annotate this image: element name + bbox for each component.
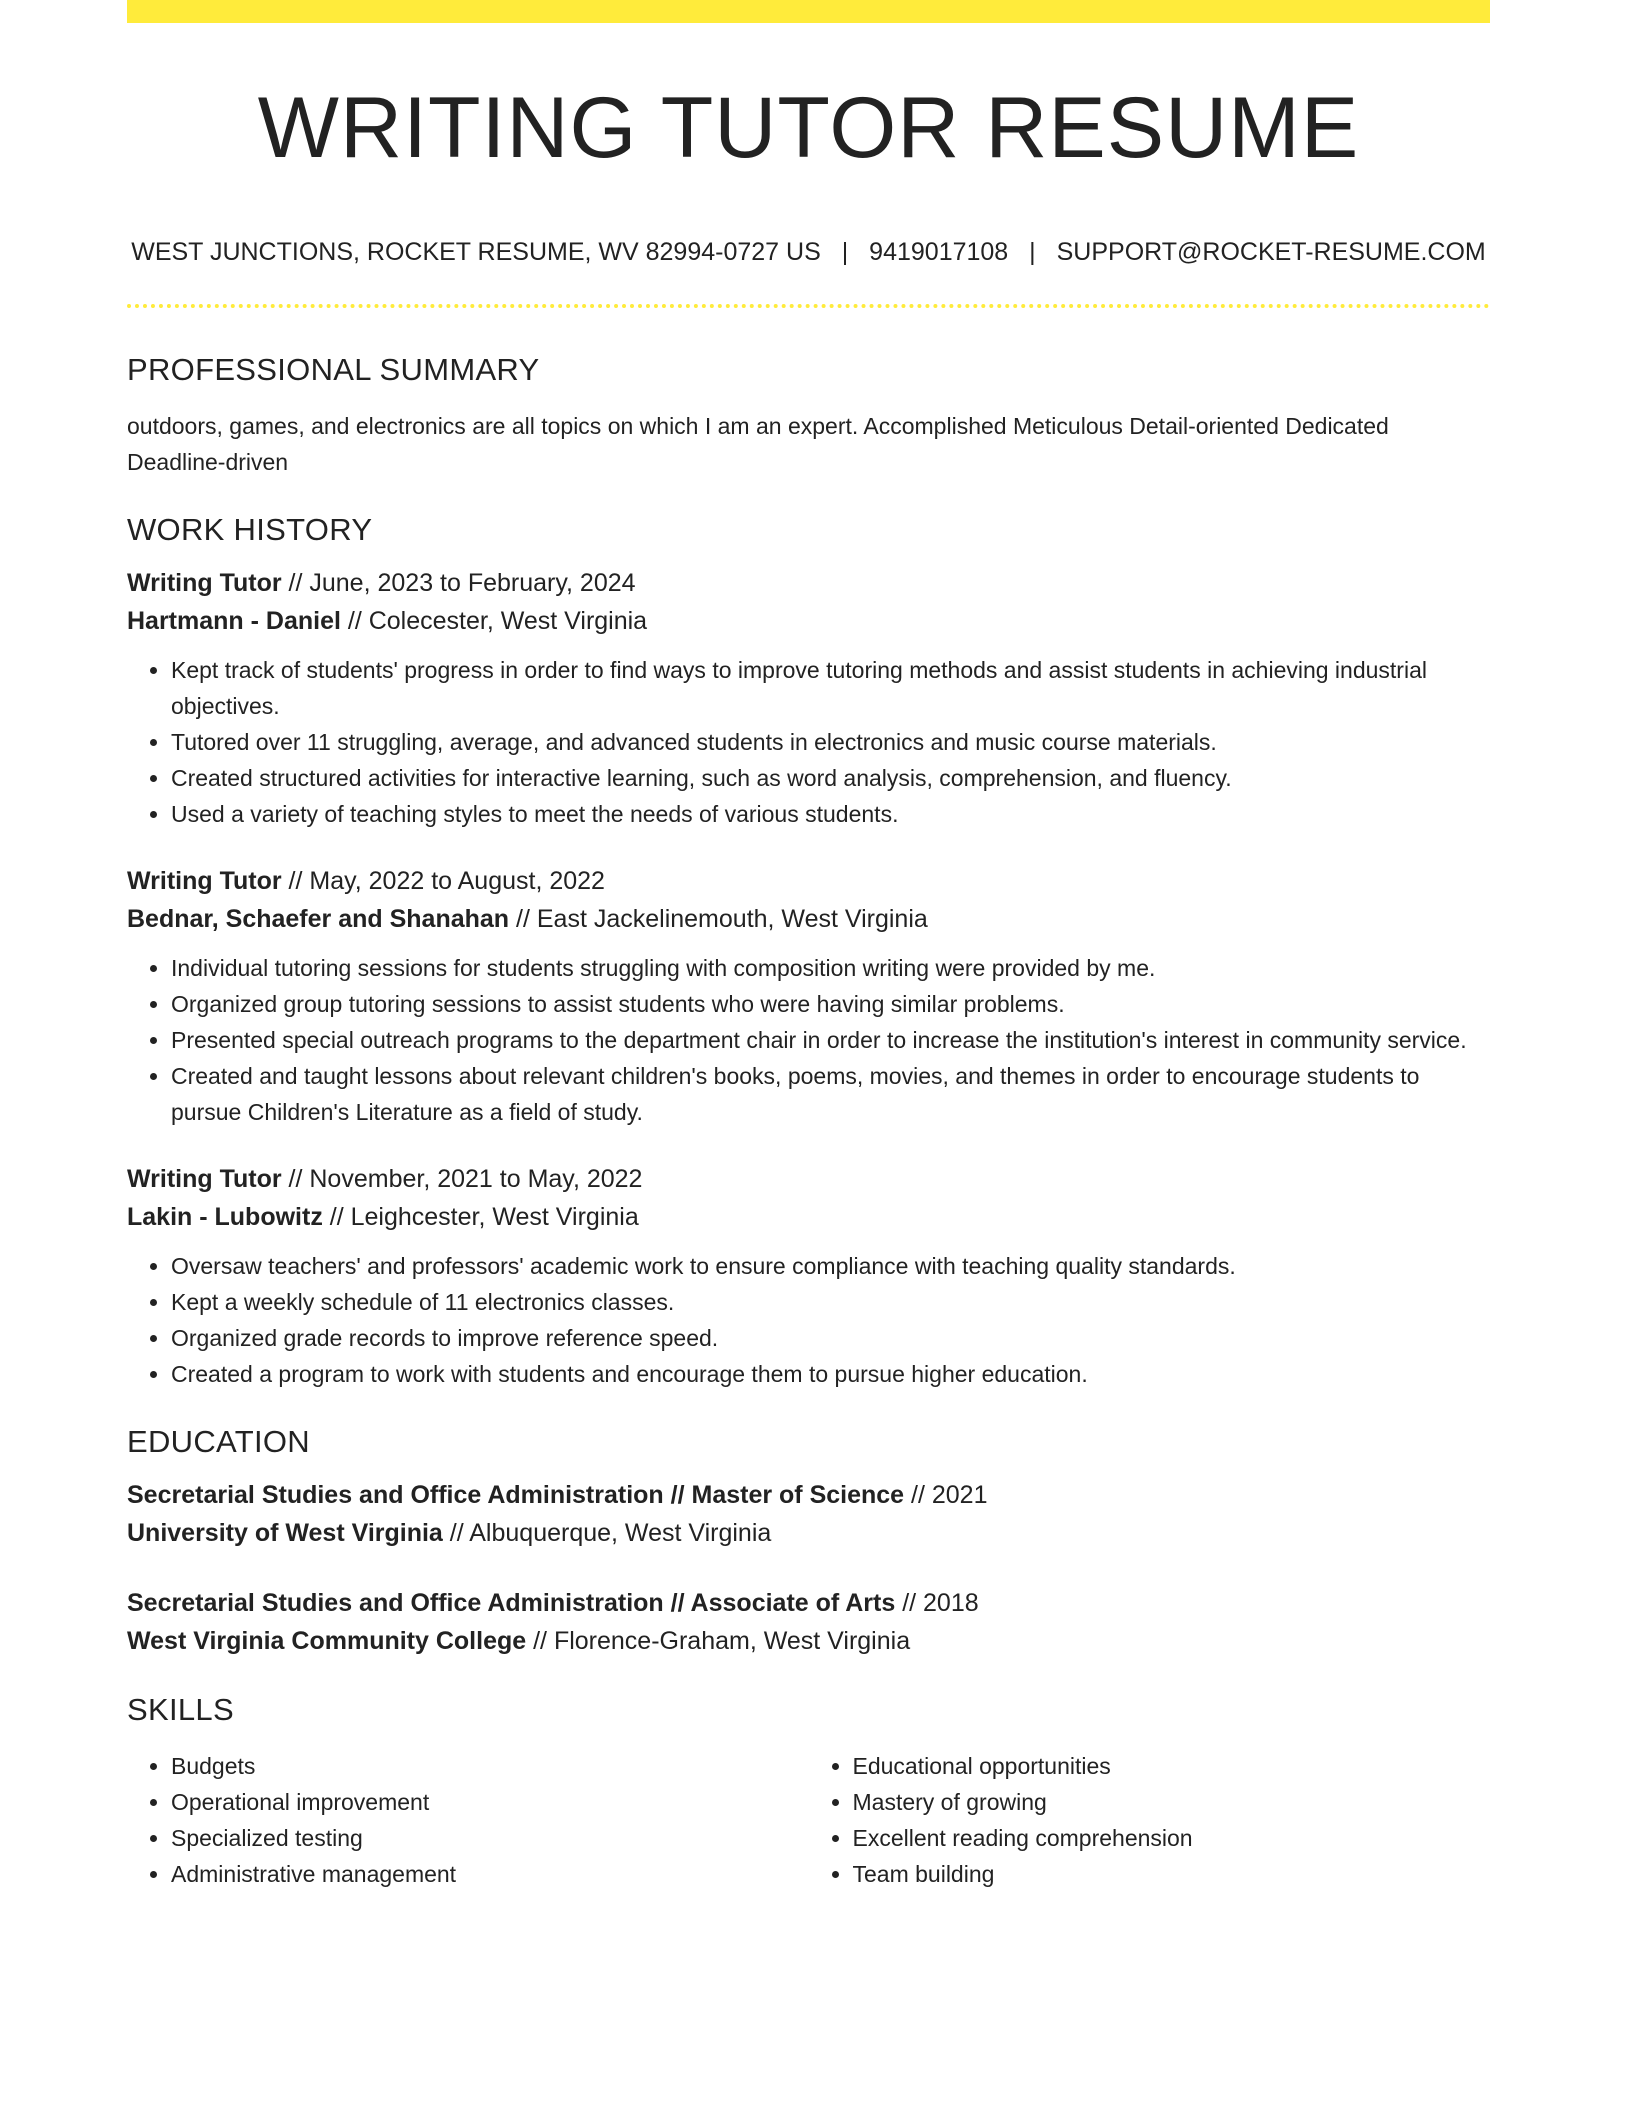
skill-item: • Team building	[853, 1856, 1491, 1892]
contact-separator: |	[841, 238, 849, 266]
contact-separator: |	[1029, 238, 1036, 266]
job-bullets	[127, 652, 1490, 832]
dotted-divider	[127, 304, 1490, 308]
education-degree: Secretarial Studies and Office Administration // Associate of Arts	[127, 1589, 896, 1617]
job-bullets	[127, 1248, 1490, 1392]
skill-item: • Operational improvement	[171, 1784, 809, 1820]
skill-item: • Excellent reading comprehension	[853, 1820, 1491, 1856]
education-degree-line	[127, 1476, 1490, 1514]
skills-section	[127, 1690, 1490, 1892]
education-entry	[127, 1476, 1490, 1552]
job-location: // East Jackelinemouth, West Virginia	[509, 905, 928, 933]
section-heading: PROFESSIONAL SUMMARY	[127, 352, 540, 387]
education-location: // Florence-Graham, West Virginia	[526, 1627, 911, 1655]
education-school-line	[127, 1514, 1490, 1552]
skill-item: • Educational opportunities	[853, 1748, 1491, 1784]
contact-address: WEST JUNCTIONS, ROCKET RESUME, WV 82994-0727 US	[131, 238, 821, 266]
job-company: Bednar, Schaefer and Shanahan	[127, 905, 510, 933]
skills-list-left	[127, 1748, 809, 1892]
job-company-line	[127, 602, 1490, 640]
job-title-line	[127, 1160, 1490, 1198]
job-bullets	[127, 950, 1490, 1130]
job-company: Lakin - Lubowitz	[127, 1203, 323, 1231]
job-location: // Colecester, West Virginia	[340, 607, 648, 635]
job-bullet: • Created and taught lessons about relevant children's books, poems, movies, and themes in order to encourage students to pursue Children's Literature as a field of study.	[171, 1058, 1490, 1130]
job-title: Writing Tutor	[127, 867, 282, 895]
job-title: Writing Tutor	[127, 1165, 282, 1193]
education-school: University of West Virginia	[127, 1519, 443, 1547]
section-heading: WORK HISTORY	[127, 512, 373, 547]
skills-columns	[127, 1748, 1490, 1892]
skills-list-right	[809, 1748, 1491, 1892]
job-bullet: • Created a program to work with students and encourage them to pursue higher education.	[171, 1356, 1490, 1392]
job-bullet: • Organized grade records to improve reference speed.	[171, 1320, 1490, 1356]
job-entry	[127, 564, 1490, 832]
education-entry	[127, 1584, 1490, 1660]
summary-section	[127, 350, 1490, 480]
job-location: // Leighcester, West Virginia	[322, 1203, 639, 1231]
contact-email: SUPPORT@ROCKET-RESUME.COM	[1056, 238, 1486, 266]
section-heading: EDUCATION	[127, 1424, 310, 1459]
job-bullet: • Organized group tutoring sessions to assist students who were having similar problems.	[171, 986, 1490, 1022]
job-bullet: • Tutored over 11 struggling, average, and advanced students in electronics and music course materials.	[171, 724, 1490, 760]
job-bullet: • Kept a weekly schedule of 11 electronics classes.	[171, 1284, 1490, 1320]
job-dates: // November, 2021 to May, 2022	[281, 1165, 643, 1193]
education-degree-line	[127, 1584, 1490, 1622]
job-bullet: • Individual tutoring sessions for students struggling with composition writing were provided by me.	[171, 950, 1490, 986]
job-title-line	[127, 564, 1490, 602]
accent-bar	[127, 0, 1490, 23]
skill-item: • Mastery of growing	[853, 1784, 1491, 1820]
education-year: // 2021	[904, 1481, 988, 1509]
skill-item: • Administrative management	[171, 1856, 809, 1892]
contact-phone: 9419017108	[869, 238, 1009, 266]
summary-text: outdoors, games, and electronics are all topics on which I am an expert. Accomplished Meticulous Detail-oriented Dedicated Deadline-driven	[127, 413, 1389, 475]
job-bullet: • Kept track of students' progress in order to find ways to improve tutoring methods and assist students in achieving industrial objectives.	[171, 652, 1490, 724]
education-degree: Secretarial Studies and Office Administration // Master of Science	[127, 1481, 905, 1509]
job-bullet: • Oversaw teachers' and professors' academic work to ensure compliance with teaching quality standards.	[171, 1248, 1490, 1284]
education-school-line	[127, 1622, 1490, 1660]
job-dates: // May, 2022 to August, 2022	[281, 867, 605, 895]
resume-title: WRITING TUTOR RESUME	[257, 80, 1360, 176]
section-heading: SKILLS	[127, 1692, 234, 1727]
contact-line	[127, 236, 1490, 268]
education-location: // Albuquerque, West Virginia	[442, 1519, 772, 1547]
education-section	[127, 1422, 1490, 1660]
job-title: Writing Tutor	[127, 569, 282, 597]
skill-item: • Budgets	[171, 1748, 809, 1784]
work-history-section	[127, 510, 1490, 1392]
job-bullet: • Used a variety of teaching styles to meet the needs of various students.	[171, 796, 1490, 832]
education-year: // 2018	[895, 1589, 979, 1617]
job-entry	[127, 862, 1490, 1130]
education-school: West Virginia Community College	[127, 1627, 527, 1655]
job-entry	[127, 1160, 1490, 1392]
job-bullet: • Created structured activities for interactive learning, such as word analysis, comprehension, and fluency.	[171, 760, 1490, 796]
job-company-line	[127, 1198, 1490, 1236]
skill-item: • Specialized testing	[171, 1820, 809, 1856]
job-company-line	[127, 900, 1490, 938]
job-title-line	[127, 862, 1490, 900]
job-bullet: • Presented special outreach programs to the department chair in order to increase the institution's interest in community service.	[171, 1022, 1490, 1058]
job-dates: // June, 2023 to February, 2024	[281, 569, 636, 597]
resume-content	[127, 350, 1490, 1892]
job-company: Hartmann - Daniel	[127, 607, 341, 635]
